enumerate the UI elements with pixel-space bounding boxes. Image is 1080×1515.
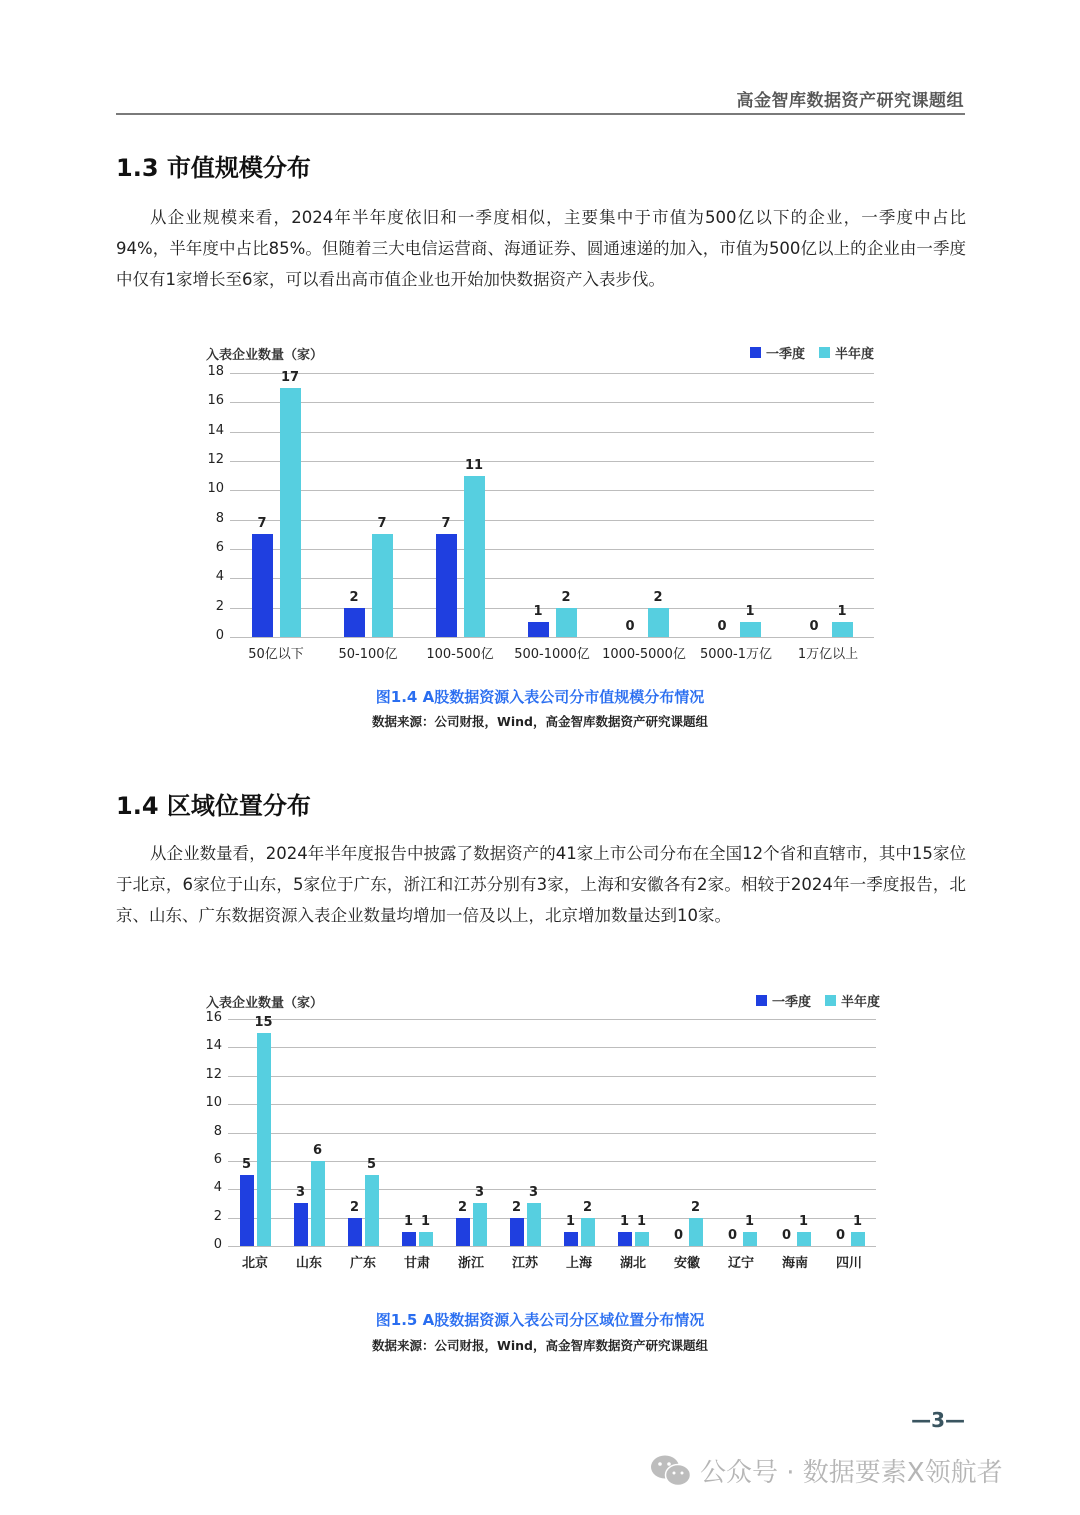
x-tick-label: 上海 [565, 1256, 592, 1271]
bar-q1 [240, 1175, 254, 1246]
bar-h1 [464, 476, 485, 637]
gridline [228, 1104, 876, 1105]
bar-q1 [252, 534, 273, 637]
bar-value-label: 0 [727, 1228, 738, 1243]
gridline [230, 549, 874, 550]
gridline [230, 490, 874, 491]
plot-area [205, 1010, 876, 1271]
bar-h1 [556, 608, 577, 637]
bar-value-label: 2 [653, 589, 663, 605]
y-tick-label: 0 [215, 628, 224, 643]
gridline [228, 1076, 876, 1077]
gridline [228, 1246, 876, 1247]
bar-value-label: 2 [690, 1199, 701, 1215]
bar-h1 [689, 1218, 703, 1246]
gridline [228, 1019, 876, 1020]
bar-h1 [527, 1203, 541, 1246]
section-paragraph-1-4: 从企业数量看，2024年半年度报告中披露了数据资产的41家上市公司分布在全国12个省和直辖市，其中15家位于北京，6家位于山东，5家位于广东，浙江和江苏分别有3家，上海和安徽各有2家。相较于2024年一季度报告，北京、山东、广东数据资源入表企业数量均增加一倍及以上，北京增加数量达到10家。 [116, 844, 966, 925]
bar-value-label: 1 [533, 604, 543, 620]
chart-legend [748, 991, 880, 1010]
gridline [228, 1047, 876, 1048]
gridline [230, 402, 874, 403]
x-tick-label: 1万亿以上 [797, 647, 859, 662]
x-tick-label: 浙江 [457, 1256, 484, 1271]
bar-q1 [528, 622, 549, 637]
bar-h1 [257, 1033, 271, 1246]
figure-caption-1-4: 图1.4 A股数据资源入表公司分市值规模分布情况 [375, 688, 705, 706]
gridline [230, 432, 874, 433]
figure-caption-1-5: 图1.5 A股数据资源入表公司分区域位置分布情况 [375, 1311, 705, 1329]
legend-item-h1: 半年度 [825, 991, 880, 1010]
x-tick-label: 100-500亿 [426, 647, 494, 662]
gridline [228, 1189, 876, 1190]
bar-h1 [473, 1203, 487, 1246]
gridline [230, 520, 874, 521]
legend-swatch-h1 [819, 347, 830, 358]
bar-h1 [648, 608, 669, 637]
y-tick-label: 18 [207, 364, 224, 379]
bar-q1 [510, 1218, 524, 1246]
legend-swatch-q1 [756, 995, 767, 1006]
bar-value-label: 0 [835, 1228, 846, 1243]
x-tick-label: 江苏 [511, 1256, 538, 1271]
bar-value-label: 5 [241, 1157, 252, 1173]
bar-h1 [797, 1232, 811, 1246]
gridline [228, 1133, 876, 1134]
chart-market-cap [200, 340, 880, 670]
bar-h1 [635, 1232, 649, 1246]
bar-value-label: 1 [420, 1213, 431, 1229]
bar-value-label: 0 [625, 619, 635, 634]
bar-value-label: 0 [809, 619, 819, 634]
y-tick-label: 2 [215, 598, 224, 614]
bar-h1 [419, 1232, 433, 1246]
bar-value-label: 3 [295, 1185, 306, 1201]
gridline [228, 1218, 876, 1219]
bar-value-label: 1 [798, 1213, 809, 1229]
bar-h1 [832, 622, 853, 637]
bar-h1 [740, 622, 761, 637]
chart-legend [742, 343, 874, 362]
y-tick-label: 8 [213, 1123, 222, 1139]
y-tick-label: 10 [205, 1095, 222, 1111]
gridline [228, 1161, 876, 1162]
y-tick-label: 8 [215, 510, 224, 526]
bar-q1 [348, 1218, 362, 1246]
bar-value-label: 3 [528, 1185, 539, 1201]
header-org-title: 高金智库数据资产研究课题组 [736, 91, 964, 111]
bar-value-label: 1 [744, 1213, 755, 1229]
y-tick-label: 12 [207, 452, 224, 467]
bar-value-label: 2 [561, 589, 571, 605]
bar-q1 [618, 1232, 632, 1246]
bar-value-label: 1 [745, 604, 755, 620]
y-tick-label: 4 [215, 569, 224, 585]
watermark-text: 公众号 · 数据要素X领航者 [700, 1458, 1003, 1488]
bar-value-label: 1 [565, 1213, 576, 1229]
bar-value-label: 0 [673, 1228, 684, 1243]
bar-value-label: 2 [349, 1199, 360, 1215]
y-tick-label: 16 [205, 1010, 222, 1025]
section-title-1-3: 1.3 市值规模分布 [116, 154, 311, 182]
legend-item-q1: 一季度 [756, 991, 811, 1010]
x-tick-label: 北京 [241, 1256, 268, 1271]
y-tick-label: 10 [207, 481, 224, 497]
y-tick-label: 2 [213, 1208, 222, 1224]
y-tick-label: 14 [205, 1038, 222, 1054]
bar-h1 [280, 388, 301, 637]
x-tick-label: 辽宁 [727, 1256, 754, 1271]
legend-swatch-q1 [750, 347, 761, 358]
bar-value-label: 15 [254, 1015, 273, 1031]
bar-value-label: 7 [257, 516, 267, 532]
bar-h1 [743, 1232, 757, 1246]
x-tick-label: 湖北 [619, 1256, 646, 1271]
bar-h1 [365, 1175, 379, 1246]
y-tick-label: 12 [205, 1066, 222, 1082]
y-tick-label: 0 [213, 1237, 222, 1252]
bar-q1 [456, 1218, 470, 1246]
bar-value-label: 0 [717, 619, 727, 634]
y-tick-label: 6 [213, 1151, 222, 1167]
bar-value-label: 1 [636, 1213, 647, 1229]
bar-value-label: 1 [403, 1213, 414, 1229]
bar-q1 [564, 1232, 578, 1246]
bar-h1 [581, 1218, 595, 1246]
x-tick-label: 四川 [835, 1256, 862, 1271]
x-tick-label: 山东 [295, 1256, 322, 1271]
bar-value-label: 7 [441, 516, 451, 532]
bar-value-label: 7 [377, 516, 387, 532]
legend-item-h1: 半年度 [819, 343, 874, 362]
y-tick-label: 14 [207, 422, 224, 438]
gridline [230, 461, 874, 462]
gridline [230, 373, 874, 374]
chart-region [200, 988, 880, 1273]
bar-value-label: 2 [457, 1199, 468, 1215]
y-tick-label: 4 [213, 1180, 222, 1196]
x-tick-label: 5000-1万亿 [699, 647, 773, 662]
figure-source-1-4: 数据来源：公司财报，Wind，高金智库数据资产研究课题组 [372, 714, 708, 729]
bar-h1 [372, 534, 393, 637]
bar-value-label: 3 [474, 1185, 485, 1201]
bar-value-label: 2 [349, 589, 359, 605]
x-tick-label: 安徽 [673, 1256, 700, 1271]
gridline [230, 578, 874, 579]
x-tick-label: 50-100亿 [338, 647, 398, 662]
y-tick-label: 6 [215, 540, 224, 555]
y-tick-label: 16 [207, 393, 224, 409]
bar-value-label: 1 [852, 1213, 863, 1229]
section-paragraph-1-3: 从企业规模来看，2024年半年度依旧和一季度相似，主要集中于市值为500亿以下的企业，一季度中占比94%，半年度中占比85%。但随着三大电信运营商、海通证券、圆通速递的加入，市值为500亿以上的企业由一季度中仅有1家增长至6家，可以看出高市值企业也开始加快数据资产入表步伐。 [116, 208, 966, 289]
bar-value-label: 1 [837, 604, 847, 620]
plot-area [207, 364, 874, 662]
x-tick-label: 1000-5000亿 [602, 647, 686, 662]
chart-y-axis-title: 入表企业数量（家） [206, 348, 324, 363]
bar-value-label: 11 [464, 457, 484, 473]
bar-value-label: 1 [619, 1213, 630, 1229]
x-tick-label: 海南 [781, 1256, 808, 1271]
x-tick-label: 500-1000亿 [514, 647, 590, 662]
figure-source-1-5: 数据来源：公司财报，Wind，高金智库数据资产研究课题组 [372, 1338, 708, 1353]
bar-value-label: 5 [366, 1157, 377, 1173]
page-number: —3— [911, 1408, 965, 1432]
bar-q1 [402, 1232, 416, 1246]
section-title-1-4: 1.4 区域位置分布 [116, 792, 311, 820]
legend-swatch-h1 [825, 995, 836, 1006]
bar-q1 [436, 534, 457, 637]
bar-value-label: 2 [511, 1199, 522, 1215]
wechat-icon [650, 1454, 692, 1488]
x-tick-label: 广东 [349, 1256, 376, 1271]
bar-value-label: 2 [582, 1199, 593, 1215]
bar-q1 [294, 1203, 308, 1246]
bar-value-label: 0 [781, 1228, 792, 1243]
x-tick-label: 50亿以下 [248, 647, 304, 662]
watermark [650, 1452, 1003, 1489]
header-rule [116, 113, 965, 115]
bar-value-label: 17 [280, 369, 300, 385]
bar-q1 [344, 608, 365, 637]
bar-value-label: 6 [312, 1142, 323, 1158]
x-tick-label: 甘肃 [403, 1256, 430, 1271]
bar-h1 [851, 1232, 865, 1246]
bar-h1 [311, 1161, 325, 1246]
gridline [230, 637, 874, 638]
legend-item-q1: 一季度 [750, 343, 805, 362]
chart-y-axis-title: 入表企业数量（家） [206, 996, 324, 1011]
